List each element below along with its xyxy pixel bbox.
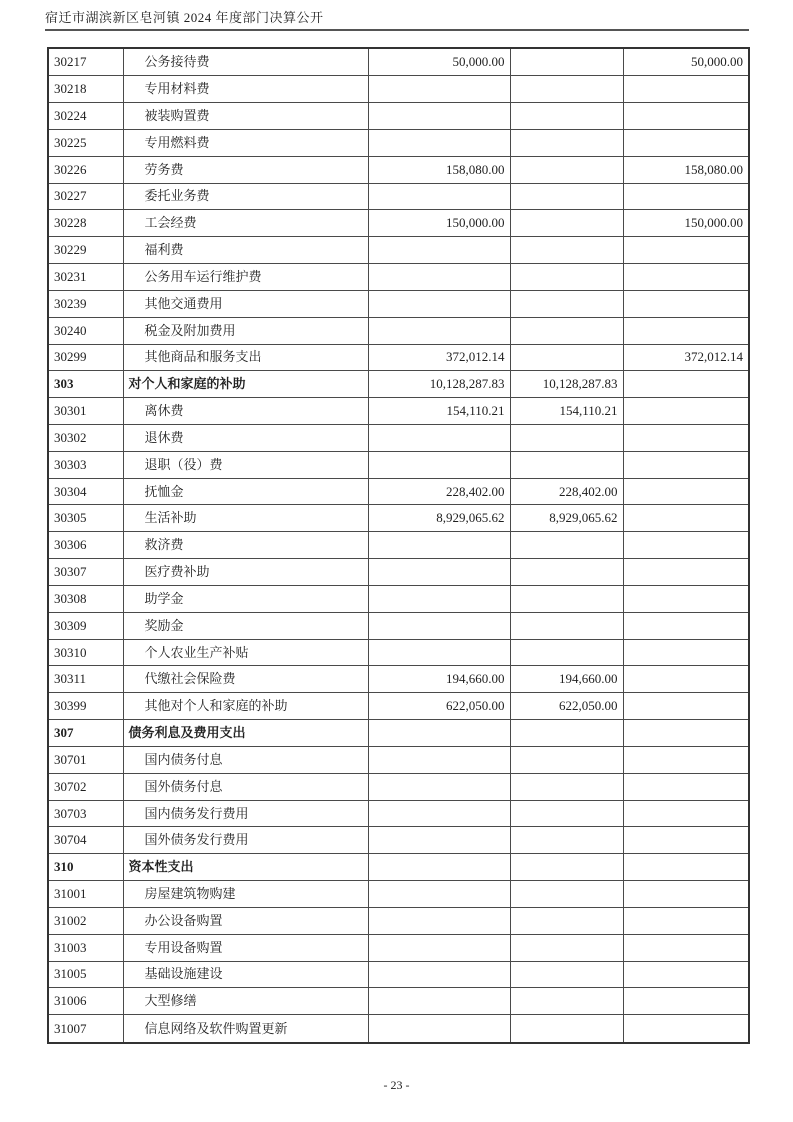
cell-subject-code: 30308 (48, 585, 123, 612)
table-row (48, 264, 749, 291)
cell-subject-name: 其他交通费用 (123, 290, 368, 317)
table-row (48, 398, 749, 425)
cell-amount-basic (510, 773, 623, 800)
cell-subject-name: 其他商品和服务支出 (123, 344, 368, 371)
cell-subject-code: 30311 (48, 666, 123, 693)
table-row (48, 800, 749, 827)
cell-subject-code: 30228 (48, 210, 123, 237)
cell-amount-basic (510, 210, 623, 237)
document-header-title: 宿迁市湖滨新区皂河镇 2024 年度部门决算公开 (45, 10, 324, 25)
cell-amount-basic (510, 48, 623, 76)
cell-amount-total (368, 907, 510, 934)
cell-amount-basic: 154,110.21 (510, 398, 623, 425)
cell-subject-name: 对个人和家庭的补助 (123, 371, 368, 398)
cell-amount-project (623, 639, 749, 666)
table-row (48, 344, 749, 371)
cell-amount-basic (510, 746, 623, 773)
cell-subject-name: 抚恤金 (123, 478, 368, 505)
cell-amount-total (368, 183, 510, 210)
table-row (48, 505, 749, 532)
cell-amount-project (623, 129, 749, 156)
cell-amount-basic: 10,128,287.83 (510, 371, 623, 398)
table-body (48, 48, 749, 1043)
cell-subject-code: 30702 (48, 773, 123, 800)
cell-amount-total (368, 290, 510, 317)
cell-amount-project: 372,012.14 (623, 344, 749, 371)
cell-subject-name: 国外债务发行费用 (123, 827, 368, 854)
cell-subject-name: 办公设备购置 (123, 907, 368, 934)
table-row (48, 478, 749, 505)
cell-subject-name: 基础设施建设 (123, 961, 368, 988)
cell-subject-code: 31006 (48, 988, 123, 1015)
cell-subject-code: 31003 (48, 934, 123, 961)
cell-subject-code: 30701 (48, 746, 123, 773)
cell-amount-project (623, 371, 749, 398)
cell-amount-project (623, 693, 749, 720)
cell-subject-code: 30309 (48, 612, 123, 639)
cell-amount-total (368, 612, 510, 639)
table-row (48, 827, 749, 854)
cell-amount-basic: 194,660.00 (510, 666, 623, 693)
cell-amount-project (623, 585, 749, 612)
cell-amount-total (368, 559, 510, 586)
cell-subject-name: 退休费 (123, 425, 368, 452)
cell-amount-basic (510, 290, 623, 317)
cell-amount-project (623, 264, 749, 291)
cell-amount-basic (510, 264, 623, 291)
cell-subject-code: 30227 (48, 183, 123, 210)
cell-subject-name: 信息网络及软件购置更新 (123, 1015, 368, 1043)
cell-amount-basic (510, 183, 623, 210)
cell-subject-code: 30307 (48, 559, 123, 586)
cell-amount-total: 622,050.00 (368, 693, 510, 720)
cell-subject-code: 30301 (48, 398, 123, 425)
cell-subject-code: 30703 (48, 800, 123, 827)
table-row (48, 881, 749, 908)
cell-amount-total (368, 746, 510, 773)
table-row (48, 156, 749, 183)
table-row (48, 720, 749, 747)
cell-amount-basic: 622,050.00 (510, 693, 623, 720)
cell-amount-basic (510, 585, 623, 612)
cell-amount-basic (510, 451, 623, 478)
cell-amount-project (623, 881, 749, 908)
cell-subject-code: 30299 (48, 344, 123, 371)
cell-amount-basic (510, 103, 623, 130)
cell-amount-total (368, 934, 510, 961)
cell-amount-basic (510, 156, 623, 183)
cell-amount-basic (510, 988, 623, 1015)
cell-subject-name: 专用材料费 (123, 76, 368, 103)
cell-subject-code: 30310 (48, 639, 123, 666)
cell-amount-total (368, 961, 510, 988)
table-row (48, 854, 749, 881)
table-row (48, 693, 749, 720)
cell-amount-project (623, 1015, 749, 1043)
cell-subject-code: 31001 (48, 881, 123, 908)
cell-subject-code: 31002 (48, 907, 123, 934)
table-row (48, 371, 749, 398)
cell-amount-project (623, 827, 749, 854)
cell-amount-total: 228,402.00 (368, 478, 510, 505)
cell-amount-total: 372,012.14 (368, 344, 510, 371)
cell-amount-project (623, 183, 749, 210)
cell-subject-code: 307 (48, 720, 123, 747)
cell-amount-basic (510, 559, 623, 586)
cell-amount-total: 8,929,065.62 (368, 505, 510, 532)
cell-amount-basic (510, 317, 623, 344)
cell-amount-project (623, 290, 749, 317)
table-row (48, 48, 749, 76)
cell-amount-project (623, 800, 749, 827)
cell-subject-code: 30225 (48, 129, 123, 156)
cell-amount-project (623, 237, 749, 264)
table-row (48, 907, 749, 934)
cell-subject-code: 310 (48, 854, 123, 881)
cell-amount-project (623, 559, 749, 586)
cell-subject-code: 30304 (48, 478, 123, 505)
cell-subject-name: 奖励金 (123, 612, 368, 639)
cell-amount-total (368, 1015, 510, 1043)
cell-subject-name: 工会经费 (123, 210, 368, 237)
table-row (48, 317, 749, 344)
cell-subject-name: 其他对个人和家庭的补助 (123, 693, 368, 720)
cell-subject-code: 30224 (48, 103, 123, 130)
cell-subject-name: 委托业务费 (123, 183, 368, 210)
cell-amount-basic (510, 639, 623, 666)
table-row (48, 425, 749, 452)
final-accounts-expense-table (47, 47, 750, 1044)
table-row (48, 773, 749, 800)
cell-subject-code: 30303 (48, 451, 123, 478)
cell-subject-code: 30302 (48, 425, 123, 452)
cell-subject-name: 大型修缮 (123, 988, 368, 1015)
cell-subject-code: 30218 (48, 76, 123, 103)
cell-amount-basic (510, 827, 623, 854)
cell-subject-name: 福利费 (123, 237, 368, 264)
cell-amount-project (623, 532, 749, 559)
cell-amount-total (368, 720, 510, 747)
cell-amount-total (368, 532, 510, 559)
cell-subject-name: 资本性支出 (123, 854, 368, 881)
cell-amount-basic (510, 800, 623, 827)
cell-subject-code: 30231 (48, 264, 123, 291)
table-row (48, 639, 749, 666)
cell-subject-name: 代缴社会保险费 (123, 666, 368, 693)
table-row (48, 746, 749, 773)
cell-amount-project (623, 934, 749, 961)
cell-amount-basic (510, 425, 623, 452)
cell-amount-basic (510, 76, 623, 103)
cell-amount-project (623, 76, 749, 103)
cell-subject-name: 房屋建筑物购建 (123, 881, 368, 908)
table-row (48, 210, 749, 237)
cell-subject-code: 30217 (48, 48, 123, 76)
cell-subject-code: 30240 (48, 317, 123, 344)
cell-subject-name: 公务接待费 (123, 48, 368, 76)
table-row (48, 532, 749, 559)
table-row (48, 961, 749, 988)
cell-amount-project (623, 478, 749, 505)
cell-amount-project: 150,000.00 (623, 210, 749, 237)
cell-subject-name: 国内债务付息 (123, 746, 368, 773)
cell-amount-project (623, 746, 749, 773)
cell-amount-project (623, 103, 749, 130)
cell-amount-project: 50,000.00 (623, 48, 749, 76)
cell-amount-project (623, 317, 749, 344)
cell-subject-name: 公务用车运行维护费 (123, 264, 368, 291)
cell-amount-basic (510, 934, 623, 961)
cell-amount-basic (510, 237, 623, 264)
cell-amount-project (623, 612, 749, 639)
cell-amount-basic (510, 532, 623, 559)
table-row (48, 129, 749, 156)
table-row (48, 666, 749, 693)
cell-amount-total (368, 827, 510, 854)
table-row (48, 183, 749, 210)
cell-subject-code: 31005 (48, 961, 123, 988)
cell-amount-total (368, 773, 510, 800)
cell-subject-code: 303 (48, 371, 123, 398)
cell-subject-name: 助学金 (123, 585, 368, 612)
cell-amount-total (368, 800, 510, 827)
cell-amount-basic (510, 854, 623, 881)
cell-subject-name: 专用燃料费 (123, 129, 368, 156)
cell-amount-total: 154,110.21 (368, 398, 510, 425)
cell-amount-project (623, 666, 749, 693)
cell-amount-basic: 228,402.00 (510, 478, 623, 505)
cell-amount-project (623, 451, 749, 478)
table-row (48, 612, 749, 639)
cell-amount-project (623, 961, 749, 988)
cell-amount-basic (510, 907, 623, 934)
cell-subject-name: 国内债务发行费用 (123, 800, 368, 827)
cell-amount-total (368, 854, 510, 881)
cell-subject-name: 被装购置费 (123, 103, 368, 130)
table-row (48, 585, 749, 612)
cell-subject-name: 生活补助 (123, 505, 368, 532)
cell-subject-name: 退职（役）费 (123, 451, 368, 478)
cell-subject-code: 30239 (48, 290, 123, 317)
cell-amount-total (368, 103, 510, 130)
table-row (48, 290, 749, 317)
cell-subject-name: 个人农业生产补贴 (123, 639, 368, 666)
table-row (48, 103, 749, 130)
cell-amount-total: 150,000.00 (368, 210, 510, 237)
header-rule (45, 29, 749, 31)
table-row (48, 559, 749, 586)
cell-subject-code: 30704 (48, 827, 123, 854)
table-row (48, 451, 749, 478)
cell-amount-total (368, 76, 510, 103)
cell-amount-project (623, 425, 749, 452)
cell-amount-project (623, 720, 749, 747)
cell-amount-total: 10,128,287.83 (368, 371, 510, 398)
cell-subject-name: 救济费 (123, 532, 368, 559)
cell-subject-name: 国外债务付息 (123, 773, 368, 800)
cell-amount-basic (510, 344, 623, 371)
cell-subject-code: 30226 (48, 156, 123, 183)
cell-amount-total (368, 237, 510, 264)
cell-subject-name: 医疗费补助 (123, 559, 368, 586)
cell-amount-total: 50,000.00 (368, 48, 510, 76)
cell-amount-total: 194,660.00 (368, 666, 510, 693)
cell-subject-code: 30306 (48, 532, 123, 559)
cell-subject-code: 30229 (48, 237, 123, 264)
table-row (48, 988, 749, 1015)
cell-amount-project (623, 907, 749, 934)
cell-amount-total (368, 425, 510, 452)
cell-amount-total (368, 264, 510, 291)
cell-amount-basic (510, 1015, 623, 1043)
cell-subject-name: 税金及附加费用 (123, 317, 368, 344)
cell-amount-total (368, 451, 510, 478)
cell-amount-total (368, 988, 510, 1015)
cell-amount-basic (510, 881, 623, 908)
cell-amount-basic (510, 612, 623, 639)
cell-subject-code: 30399 (48, 693, 123, 720)
table-row (48, 1015, 749, 1043)
cell-amount-total: 158,080.00 (368, 156, 510, 183)
table-row (48, 934, 749, 961)
cell-subject-name: 专用设备购置 (123, 934, 368, 961)
cell-subject-name: 债务利息及费用支出 (123, 720, 368, 747)
table-row (48, 237, 749, 264)
cell-amount-basic: 8,929,065.62 (510, 505, 623, 532)
cell-amount-total (368, 129, 510, 156)
cell-amount-project: 158,080.00 (623, 156, 749, 183)
cell-amount-basic (510, 129, 623, 156)
cell-amount-basic (510, 961, 623, 988)
page-number: - 23 - (383, 1078, 410, 1092)
cell-subject-name: 离休费 (123, 398, 368, 425)
cell-subject-code: 30305 (48, 505, 123, 532)
cell-subject-code: 31007 (48, 1015, 123, 1043)
cell-amount-basic (510, 720, 623, 747)
table-row (48, 76, 749, 103)
cell-amount-project (623, 398, 749, 425)
cell-subject-name: 劳务费 (123, 156, 368, 183)
cell-amount-total (368, 317, 510, 344)
cell-amount-project (623, 988, 749, 1015)
cell-amount-total (368, 585, 510, 612)
cell-amount-project (623, 505, 749, 532)
cell-amount-total (368, 881, 510, 908)
cell-amount-project (623, 773, 749, 800)
cell-amount-project (623, 854, 749, 881)
cell-amount-total (368, 639, 510, 666)
